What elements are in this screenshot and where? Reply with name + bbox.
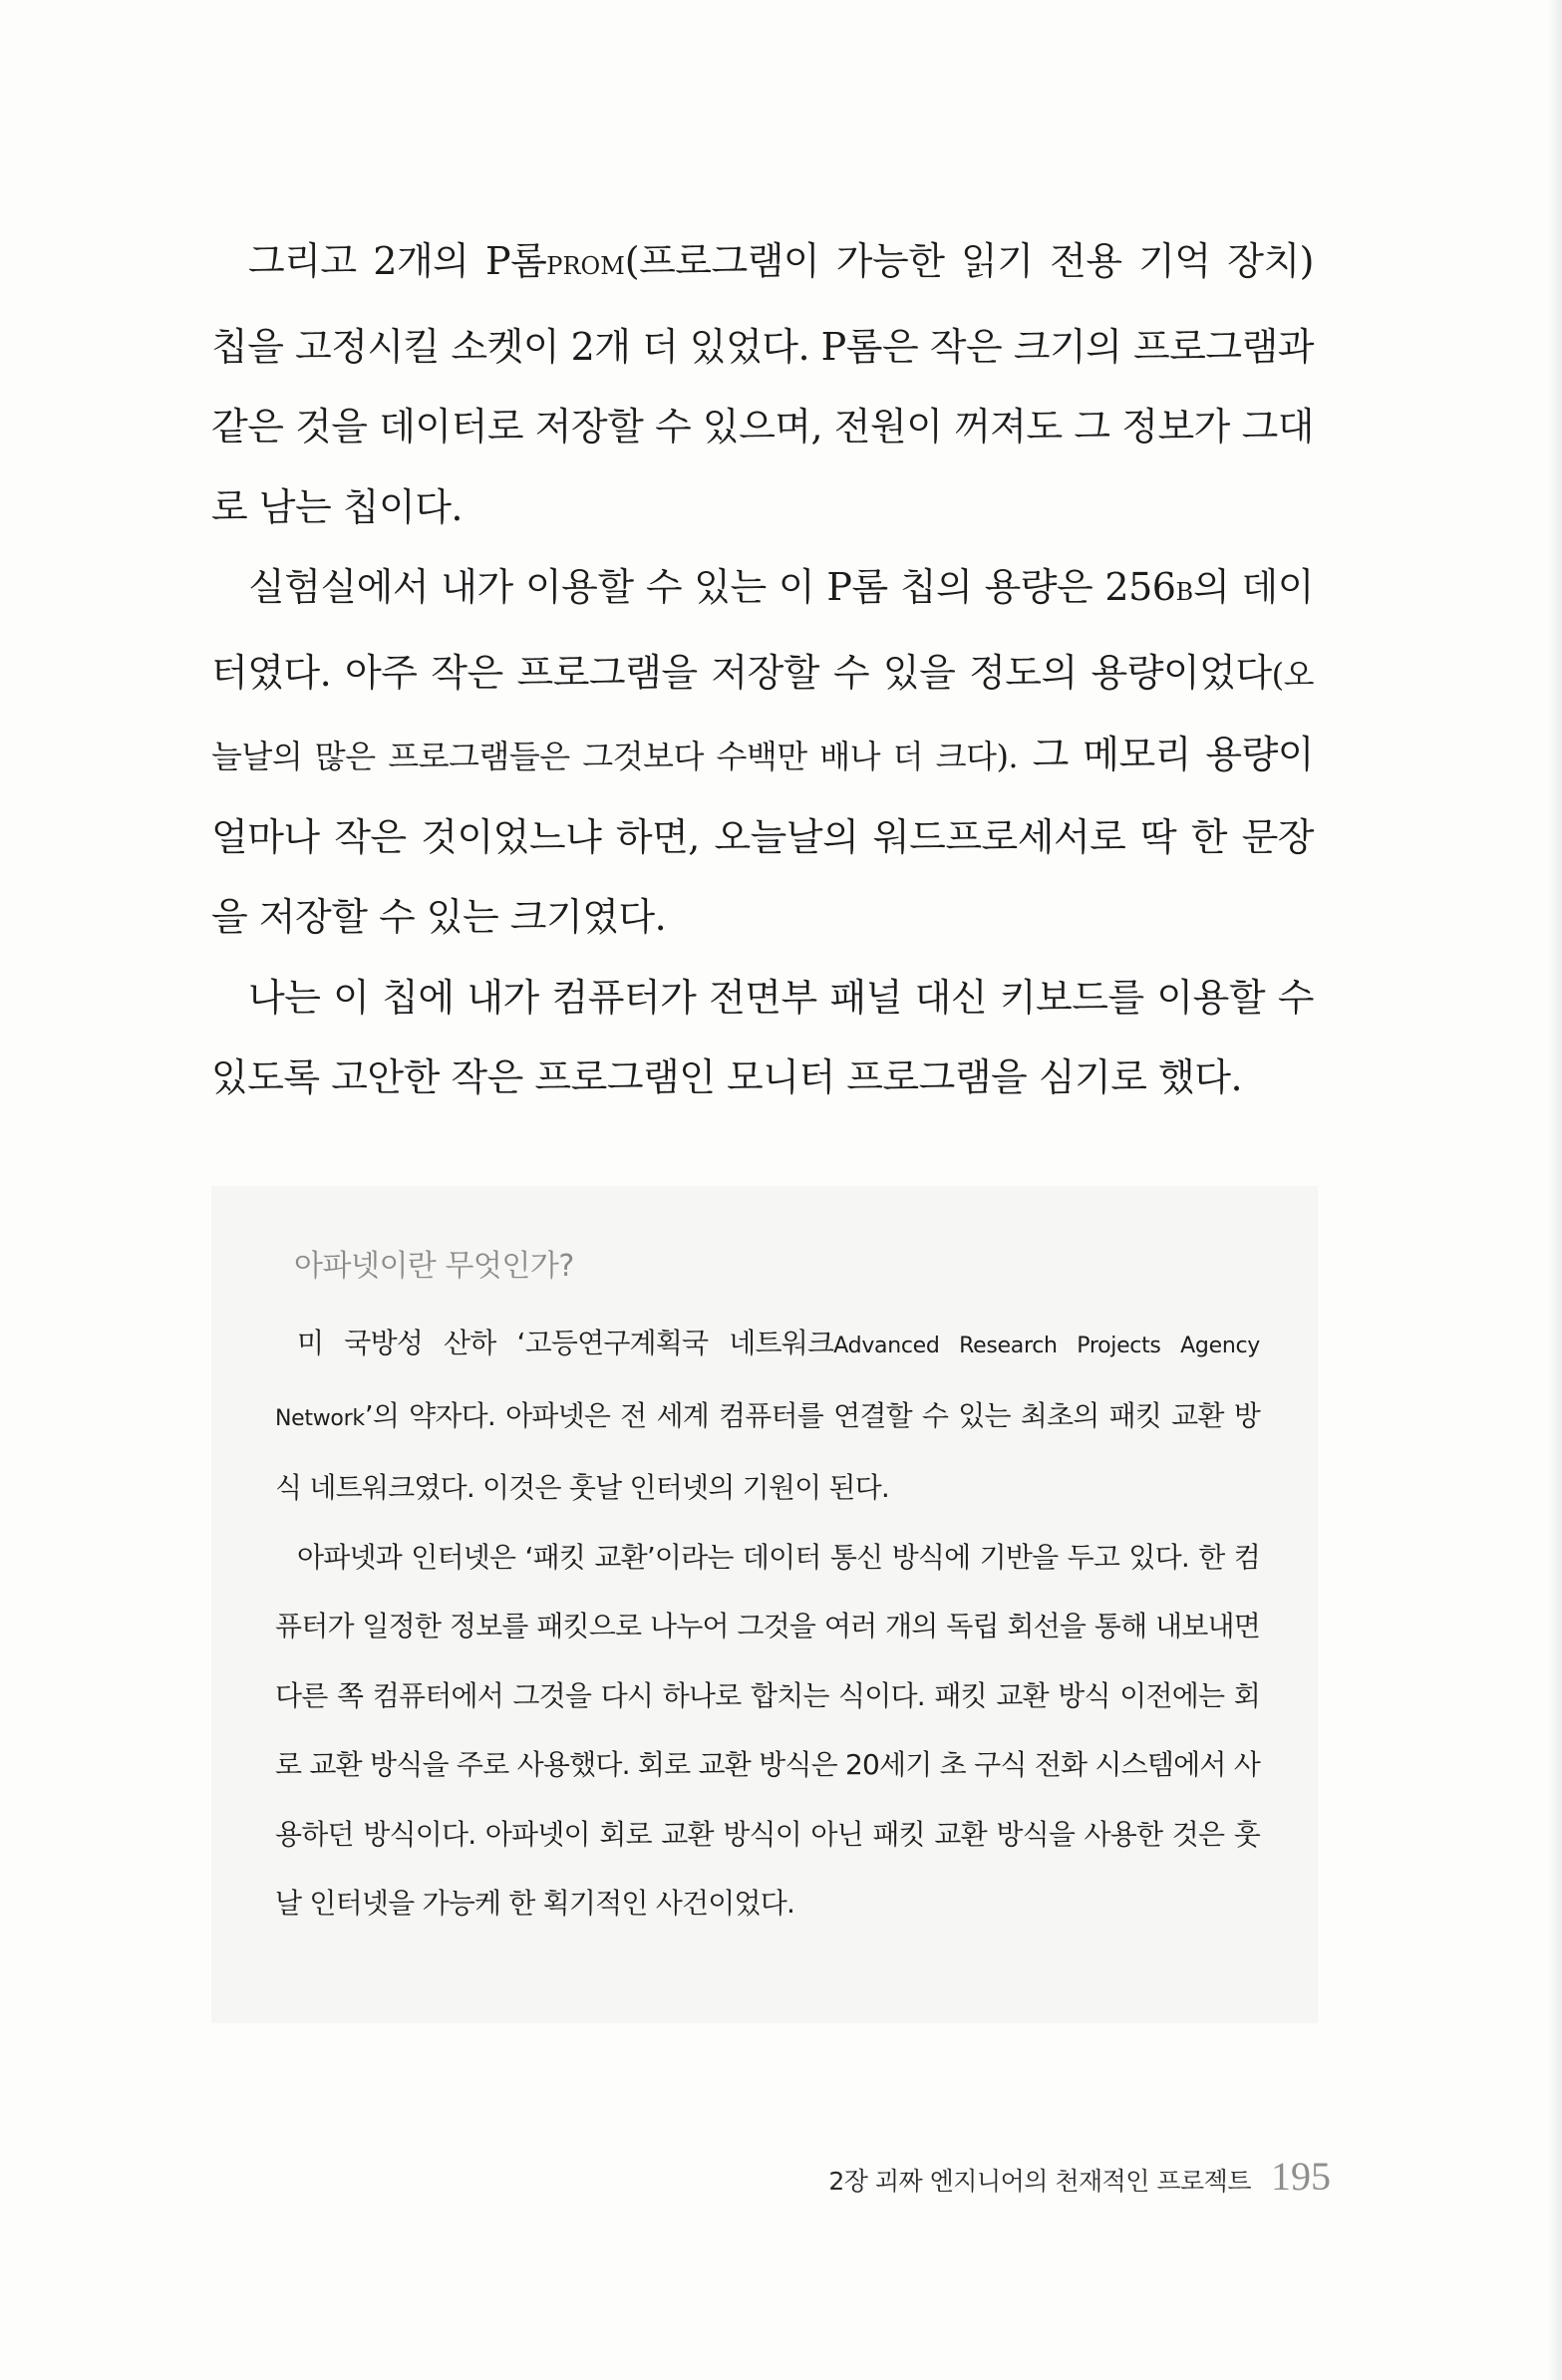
- paragraph-2: [211, 547, 1314, 958]
- sidebar-box-text: [275, 1309, 1260, 1938]
- page-edge-shadow: [1548, 0, 1562, 2380]
- paragraph-3: 나는 이 칩에 내가 컴퓨터가 전면부 패널 대신 키보드를 이용할 수 있도록 고안한 작은 프로그램인 모니터 프로그램을 심기로 했다.: [211, 975, 1314, 1099]
- sidebar-paragraph-1-english-term: Advanced Research Projects Agency Network: [275, 1334, 1260, 1431]
- sidebar-paragraph-2: 아파넷과 인터넷은 ‘패킷 교환’이라는 데이터 통신 방식에 기반을 두고 있다. 한 컴퓨터가 일정한 정보를 패킷으로 나누어 그것을 여러 개의 독립 회선을 통해 내보내면 다른 쪽 컴퓨터에서 그것을 다시 하나로 합치는 식이다. 패킷 교환 방식 이전에는 회로 교환 방식을 주로 사용했다. 회로 교환 방식은 20세기 초 구식 전화 시스템에서 사용하던 방식이다. 아파넷이 회로 교환 방식이 아닌 패킷 교환 방식을 사용한 것은 훗날 인터넷을 가능케 한 획기적인 사건이었다.: [275, 1540, 1260, 1920]
- paragraph-2-part-a: 실험실에서 내가 이용할 수 있는 이 P롬 칩의 용량은 256: [248, 565, 1176, 609]
- sidebar-paragraph-1: [275, 1309, 1260, 1523]
- paragraph-1-part-a: 그리고 2개의 P롬: [248, 239, 547, 283]
- paragraph-2-parenthetical: (오늘날의 많은 프로그램들은 그것보다 수백만 배나 더 크다).: [211, 655, 1314, 775]
- paragraph-2-part-e: 그 메모리 용량이 얼마나 작은 것이었느냐 하면, 오늘날의 워드프로세서로 딱 한 문장을 저장할 수 있는 크기였다.: [211, 733, 1314, 939]
- paragraph-1-prom-term: PROM: [546, 252, 625, 280]
- paragraph-2-part-c: 의 데이터였다. 아주 작은 프로그램을 저장할 수 있을 정도의 용량이었다: [211, 565, 1314, 695]
- main-body-text: [211, 221, 1314, 1118]
- running-footer-chapter: 2장 괴짜 엔지니어의 천재적인 프로젝트: [828, 2167, 1251, 2196]
- page-number: 195: [1271, 2154, 1331, 2199]
- page-footer: [828, 2153, 1331, 2200]
- paragraph-2-unit: B: [1175, 578, 1194, 606]
- paragraph-1-part-c: (프로그램이 가능한 읽기 전용 기억 장치) 칩을 고정시킬 소켓이 2개 더 있었다. P롬은 작은 크기의 프로그램과 같은 것을 데이터로 저장할 수 있으며, 전원이 꺼져도 그 정보가 그대로 남는 칩이다.: [211, 239, 1314, 529]
- paragraph-1: [211, 221, 1314, 547]
- sidebar-box-title: 아파넷이란 무엇인가?: [294, 1249, 574, 1284]
- sidebar-paragraph-1-part-a: 미 국방성 산하 ‘고등연구계획국 네트워크: [297, 1327, 834, 1359]
- sidebar-paragraph-1-part-c: ’의 약자다. 아파넷은 전 세계 컴퓨터를 연결할 수 있는 최초의 패킷 교환 방식 네트워크였다. 이것은 훗날 인터넷의 기원이 된다.: [275, 1398, 1260, 1504]
